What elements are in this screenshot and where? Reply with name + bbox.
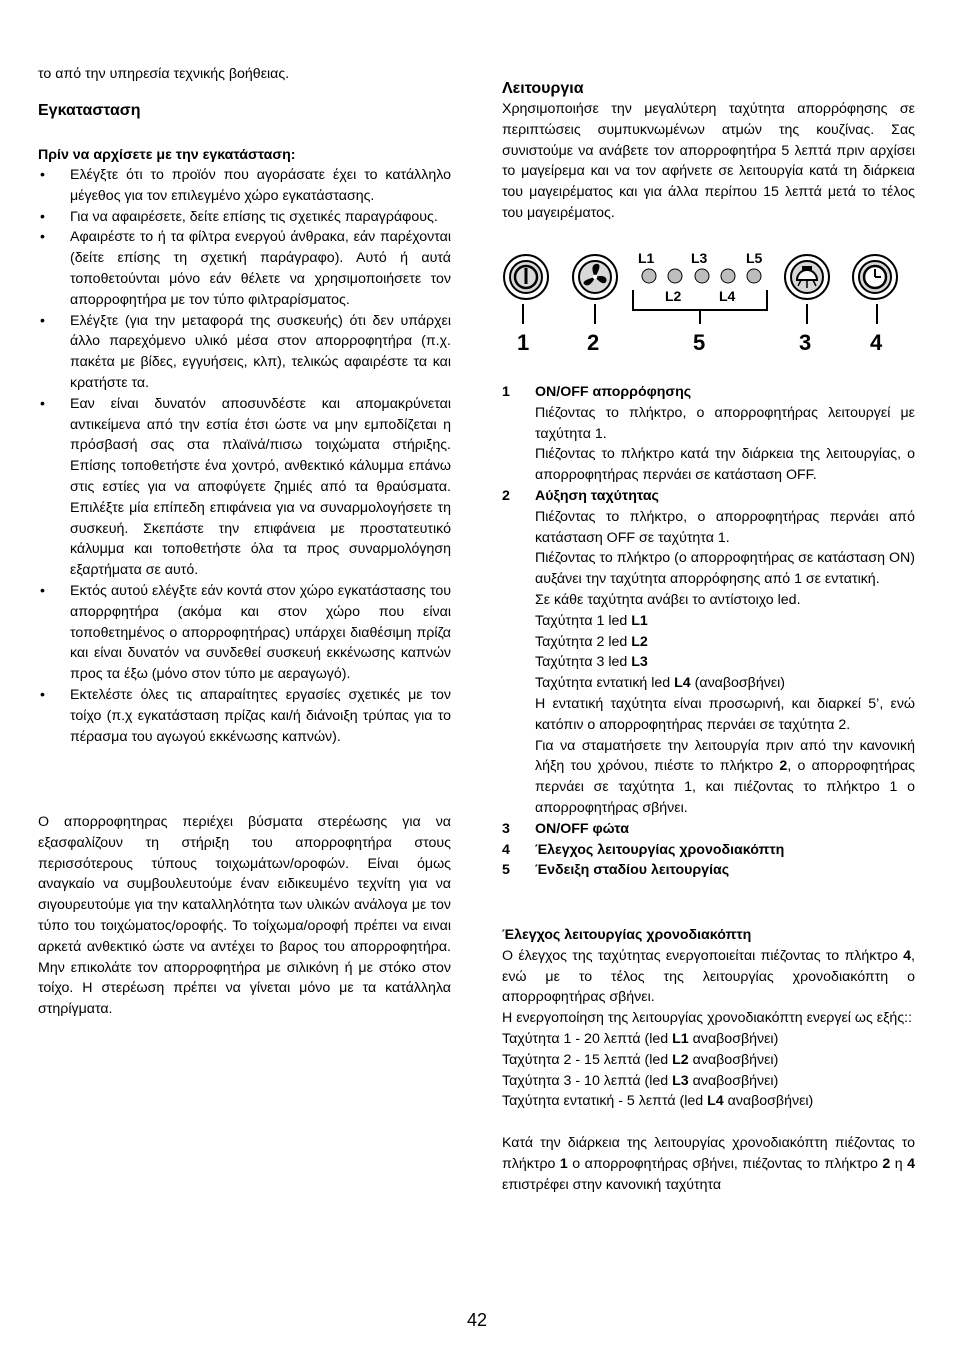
operation-intro: Χρησιμοποιήσε την μεγαλύτερη ταχύτητα απορρόφησης σε περιπτώσεις συμπυκνωμένων ατμών της κουζίνας. Σας συνιστούμε να ανάβετε τον απορροφητήρα 5 λεπτά πριν αρχίσει το μαγείρεμα και να τον αφήνετε σε λειτουργία κατά τη διάρκεια του μαγειρέματος και για άλλα περίπου 15 λεπτά μετά το τέλος του μαγειρέματος.: [502, 101, 915, 221]
timer-speed-line: Ταχύτητα εντατική - 5 λεπτά (led L4 αναβοσβήνει): [502, 1093, 814, 1110]
list-item: • Ελέγξτε (για την μεταφορά της συσκευής) ότι δεν υπάρχει άλλο παρεχόμενο υλικό μέσα στον απορροφητήρα (π.χ. πακέτα με βίδες, εγγυήσεις, κλπ), τελικώς αφαιρέστε τα και κρατήστε τα.: [38, 311, 451, 394]
control-item-1: [502, 382, 915, 486]
control-item-4: [502, 840, 915, 861]
installation-heading: Εγκατασταση: [38, 102, 141, 119]
list-item: • Εαν είναι δυνατόν αποσυνδέστε και απομακρύνεται αντικείμενα από την εστία έτσι ώστε να μην εμποδίζεται η πρόσβασή σας στα πλαϊνά/πισω τοιχώματα στήριξης. Επίσης τοποθετήστε ένα χοντρό, ανθεκτικό κάλυμμα επάνω στις εστίες για να αποφύγετε ζημιές από τα θραύσματα. Επιλέξτε μία επίπεδη επιφάνεια για να συναρμολογήσετε τη συσκευή. Σκεπάστε την επιφάνεια με προστατευτικό κάλυμμα και τοποθετήστε όλα τα προς συναρμολόγηση εξαρτήματα σε αυτό.: [38, 394, 451, 581]
timer-speed-line: Ταχύτητα 2 - 15 λεπτά (led L2 αναβοσβήνει): [502, 1051, 779, 1068]
list-item: • Εκτελέστε όλες τις απαραίτητες εργασίες σχετικές με τον τοίχο (π.χ εγκατάσταση πρίζας και/ή διάνοιξη τρύπας για το πέρασμα του αγωγού εκκένωσης καπνών).: [38, 685, 451, 747]
item-body: [502, 507, 915, 819]
button-number: 3: [799, 330, 812, 355]
operation-heading: Λειτουργια: [502, 80, 584, 97]
installation-subheading: Πρίν να αρχίσετε με την εγκατάσταση:: [38, 147, 296, 163]
led-l1: [642, 269, 656, 283]
item-line: Η εντατική ταχύτητα είναι προσωρινή, και διαρκεί 5’, ενώ κατόπιν ο απορροφητήρας περνάει σε ταχύτητα 2.: [535, 695, 915, 733]
item-title: Έλεγχος λειτουργίας χρονοδιακόπτη: [535, 841, 785, 858]
led-label: L5: [746, 250, 763, 266]
led-label: L4: [719, 288, 736, 304]
item-line: Πιέζοντας το πλήκτρο (ο απορροφητήρας σε κατάσταση ON) αυξάνει την ταχύτητα απορρόφησης από 1 σε εντατική.: [535, 550, 915, 588]
button-number: 1: [517, 330, 530, 355]
item-title: ON/OFF φώτα: [535, 820, 629, 837]
light-bulb-icon: [785, 255, 829, 299]
item-number: 5: [502, 862, 510, 879]
list-item: • Ελέγξτε ότι το προϊόν που αγοράσατε έχει το κατάλληλο μέγεθος για τον επιλεγμένο χώρο εγκατάστασης.: [38, 165, 451, 207]
speed-line: Ταχύτητα 3 led L3: [535, 654, 648, 671]
led-l5: [747, 269, 761, 283]
led-l4: [721, 269, 735, 283]
list-item: • Αφαιρέστε το ή τα φίλτρα ενεργού άνθρακα, εάν παρέχονται (δείτε επίσης τη σχετική παράγραφο). Αυτό ή αυτά τοποθετούνται μόνο εάν θέλετε να χρησιμοποιήσετε τον απορροφητήρα με τον τύπο φιλτραρίσματος.: [38, 227, 451, 310]
item-title: ON/OFF απορρόφησης: [535, 384, 692, 400]
item-line: Σε κάθε ταχύτητα ανάβει το αντίστοιχο led.: [535, 591, 801, 608]
item-number: 1: [502, 384, 510, 400]
item-number: 3: [502, 820, 510, 837]
timer-paragraph: Η ενεργοποίηση της λειτουργίας χρονοδιακόπτη ενεργεί ως εξής::: [502, 1010, 913, 1027]
timer-paragraph: Κατά την διάρκεια της λειτουργίας χρονοδιακόπτη πιέζοντας το πλήκτρο 1 ο απορροφητήρας σβήνει, πιέζοντας το πλήκτρο 2 η 4 επιστρέφει στην κανονική ταχύτητα: [502, 1134, 916, 1193]
led-indicators: [633, 269, 767, 310]
item-line: Για να σταματήσετε την λειτουργία πριν από την κανονική λήξη του χρόνου, πιέστε το πλήκτρο 2, ο απορροφητήρας περνάει σε ταχύτητα 1, και πιέζοντας το πλήκτρο 1 ο απορροφητήρας σβήνει.: [535, 737, 916, 816]
button-number: 5: [693, 330, 706, 355]
fan-icon: [573, 255, 617, 299]
speed-line: Ταχύτητα 2 led L2: [535, 633, 648, 650]
spacer: [502, 1112, 915, 1133]
led-label: L2: [665, 288, 682, 304]
list-item: • Για να αφαιρέσετε, δείτε επίσης τις σχετικές παραγράφους.: [38, 207, 451, 228]
item-body: [502, 403, 915, 486]
timer-paragraph: Ο έλεγχος της ταχύτητας ενεργοποιείται πιέζοντας το πλήκτρο 4, ενώ με το τέλος της λειτουργίας χρονοδιακόπτη ο απορροφητήρας σβήνει.: [502, 947, 915, 1006]
control-panel-diagram: [495, 238, 915, 368]
control-item-2: [502, 486, 915, 819]
controls-list: [502, 382, 915, 881]
item-title: Ένδειξη σταδίου λειτουργίας: [535, 862, 730, 879]
item-line: Πιέζοντας το πλήκτρο κατά την διάρκεια της λειτουργίας, ο απορροφητήρας περνάει σε κατάσταση OFF.: [535, 446, 915, 484]
item-number: 4: [502, 841, 510, 858]
led-l3: [695, 269, 709, 283]
timer-speed-line: Ταχύτητα 1 - 20 λεπτά (led L1 αναβοσβήνει): [502, 1030, 779, 1047]
item-line: Πιέζοντας το πλήκτρο, ο απορροφητήρας λειτουργεί με ταχύτητα 1.: [535, 404, 915, 442]
item-number: 2: [502, 487, 510, 504]
mounting-paragraph: Ο απορροφητηρας περιέχει βύσματα στερέωσης για να εξασφαλίζουν τη στήριξη του απορροφητήρα στους περισσότερους τύπους τοιχωμάτων/οροφών. Είναι όμως αναγκαίο να συμβουλευτούμε έναν ειδικευμένο τεχνίτη για να σιγουρευτούμε για την καταλληλότητα των υλικών ανάλογα με τον τύπο του τοιχώματος/οροφής. Το τοίχωμα/οροφή πρέπει να ειναι αρκετά ανθεκτικό ώστε να αντέχει το βαρος του απορροφητήρα. Μην επικολάτε τον απορροφητήρα με σιλικόνη ή με στόκο στον τοίχο. Η στερέωση πρέπει να γίνεται μόνο με τα κατάλληλα στηρίγματα.: [38, 814, 451, 1018]
button-number: 4: [870, 330, 883, 355]
power-icon: [504, 255, 548, 299]
led-label: L1: [638, 250, 655, 266]
timer-speed-line: Ταχύτητα 3 - 10 λεπτά (led L3 αναβοσβήνει): [502, 1072, 779, 1089]
speed-line: Ταχύτητα 1 led L1: [535, 612, 648, 629]
installation-checklist: [38, 165, 451, 747]
button-number: 2: [587, 330, 600, 355]
timer-section: [502, 925, 915, 1195]
speed-line: Ταχύτητα εντατική led L4 (αναβοσβήνει): [535, 675, 786, 692]
led-label: L3: [691, 250, 708, 266]
continuation-text: το από την υπηρεσία τεχνικής βοήθειας.: [38, 66, 290, 82]
control-item-3: [502, 819, 915, 840]
control-item-5: [502, 860, 915, 881]
page-number: 42: [466, 1310, 488, 1330]
item-title: Αύξηση ταχύτητας: [535, 487, 659, 504]
clock-icon: [853, 255, 897, 299]
timer-heading: Έλεγχος λειτουργίας χρονοδιακόπτη: [502, 927, 752, 943]
led-l2: [668, 269, 682, 283]
item-line: Πιέζοντας το πλήκτρο, ο απορροφητήρας περνάει από κατάσταση OFF σε ταχύτητα 1.: [535, 508, 915, 546]
list-item: • Εκτός αυτού ελέγξτε εάν κοντά στον χώρο εγκατάστασης του απορρφητήρα (ακόμα και στον χώρο που είναι τοποθετημένος ο απορροφητήρας) υπάρχει διαθέσιμη πρίζα και είναι δυνατόν να συνδεθεί συσκευή εκκένωσης καπνών προς τα έξω (μόνο στον τύπο με αεραγωγό).: [38, 581, 451, 685]
